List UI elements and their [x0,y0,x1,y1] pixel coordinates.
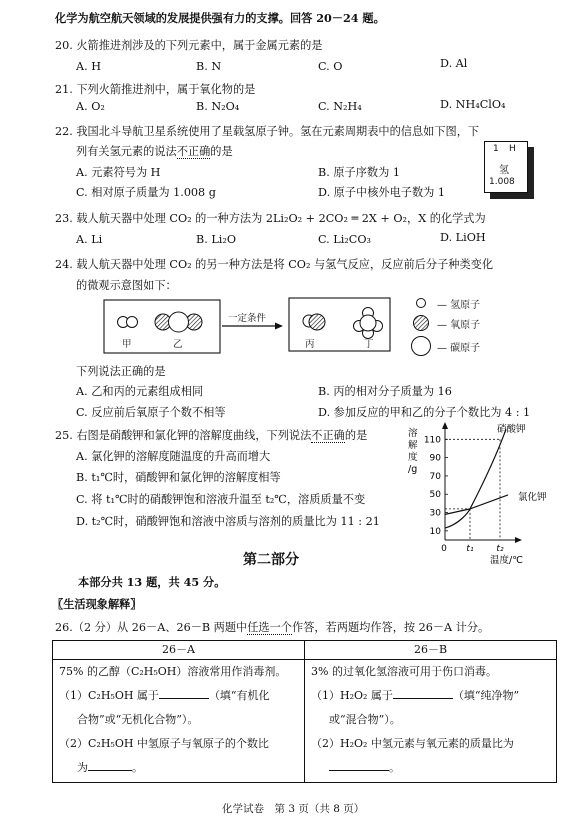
q26a-q2-cont [59,756,298,780]
y-axis-arrow [442,422,448,429]
molecule-bing [303,314,325,330]
y-tick-label: 70 [429,471,441,482]
series-kcl-line [445,495,508,514]
q26b-q2: （2）H₂O₂ 中氢元素与氧元素的质量比为 [311,737,514,750]
legend-hydrogen: — 氢原子 [437,300,481,311]
arrow-head [275,323,283,330]
q26a-q2-end: 。 [132,761,143,774]
q23-option-b: B. Li₂O [196,233,236,246]
y-tick-label: 90 [429,453,441,464]
solubility-chart [405,420,560,565]
q23-option-c: C. Li₂CO₃ [318,233,371,246]
y-tick-label: 110 [423,435,441,446]
q23-option-d: D. LiOH [440,231,486,244]
q26a-q1 [59,684,298,708]
legend-carbon: — 碳原子 [437,343,481,354]
q25-option-b: B. t₁℃时，硝酸钾和氯化钾的溶解度相等 [76,471,281,484]
q24-prompt: 下列说法正确的是 [76,365,166,378]
q26b-q2-end: 。 [389,761,400,774]
q25-emphasis: 不正确 [311,429,345,442]
x-tick-label: t₂ [496,544,504,554]
q22-option-a: A. 元素符号为 H [76,166,161,179]
answer-blank-26a-1[interactable] [159,687,209,699]
q26b-q1-hint: （填“纯净物” [452,689,520,702]
q22-stem-text: 列有关氢元素的说法 [76,145,177,158]
q25-option-c: C. 将 t₁℃时的硝酸钾饱和溶液升温至 t₂℃，溶质质量不变 [76,493,366,506]
y-axis-label-char: 解 [408,440,418,451]
element-name: 氢 [499,165,509,176]
q26-head-a: 26－A [53,641,305,660]
q25-option-a: A. 氯化钾的溶解度随温度的升高而增大 [76,450,271,463]
q25-stem [55,427,367,443]
q20-option-b: B. N [196,60,222,73]
molecule-jia [118,317,138,328]
q20-option-c: C. O [318,60,343,73]
q21-option-c: C. N₂H₄ [318,100,362,113]
q24-stem-line2: 的微观示意图如下： [76,279,177,292]
q26a-q2-prefix: 为 [77,761,88,774]
condition-label: 一定条件 [228,313,267,324]
q25-option-d: D. t₂℃时，硝酸钾饱和溶液中溶质与溶剂的质量比为 11 : 21 [76,515,380,528]
legend-hydrogen-icon [417,299,426,308]
legend-oxygen: — 氧原子 [437,320,481,331]
y-tick-label: 50 [429,490,441,501]
y-axis-label-char: 度 [408,452,418,463]
q26a-q1-hint: （填“有机化 [208,689,270,702]
label-yi: 乙 [173,339,183,350]
part2-title: 第二部分 [243,552,299,568]
q26b-intro: 3% 的过氧化氢溶液可用于伤口消毒。 [311,665,497,678]
q20-stem: 20. 火箭推进剂涉及的下列元素中，属于金属元素的是 [55,39,323,52]
answer-blank-26b-2[interactable] [329,759,389,771]
page-footer: 化学试卷 第 3 页（共 8 页） [222,803,365,815]
section-title: 〖生活现象解释〗 [52,597,142,611]
y-tick-label: 10 [429,526,441,537]
q25-stem-text: 25. 右图是硝酸钾和氯化钾的溶解度曲线，下列说法 [55,429,312,442]
element-number: 1 [493,144,499,154]
element-mass: 1.008 [489,177,515,187]
part2-subtitle: 本部分共 13 题，共 45 分。 [78,575,226,589]
x-axis-label: 温度/℃ [490,555,523,565]
q21-stem: 21. 下列火箭推进剂中，属于氧化物的是 [55,83,256,96]
x-tick-label: 0 [441,544,447,554]
y-tick-label: 30 [429,508,441,519]
q26-cell-a [53,660,305,783]
q21-option-a: A. O₂ [76,100,105,113]
q26-stem [55,619,489,635]
q23-option-a: A. Li [76,233,103,246]
q26b-q1-text: （1）H₂O₂ 属于 [311,689,393,702]
legend-carbon-icon [412,337,431,356]
q26a-q1-text: （1）C₂H₅OH 属于 [59,689,159,702]
q24-option-d: D. 参加反应的甲和乙的分子个数比为 4 : 1 [318,406,531,419]
q22-option-b: B. 原子序数为 1 [318,166,400,179]
element-symbol: H [509,144,516,154]
answer-blank-26b-1[interactable] [393,687,453,699]
molecule-ding [354,308,383,339]
y-axis-label-char: 溶 [408,428,418,439]
q26a-q1-cont: 合物”或“无机化合物”）。 [77,713,199,726]
q21-option-b: B. N₂O₄ [196,100,240,113]
q26a-q2: （2）C₂H₅OH 中氢原子与氧原子的个数比 [59,737,269,750]
q26a-intro: 75% 的乙醇（C₂H₅OH）溶液常用作消毒剂。 [59,665,287,678]
molecule-yi [155,312,202,332]
q22-option-d: D. 原子中核外电子数为 1 [318,186,446,199]
q24-option-b: B. 丙的相对分子质量为 16 [318,385,452,398]
q20-option-d: D. Al [440,57,468,70]
q22-option-c: C. 相对原子质量为 1.008 g [76,186,216,199]
series-kno3-label: 硝酸钾 [497,424,526,435]
x-tick-label: t₁ [466,544,474,554]
q26-cell-b [305,660,557,783]
legend-oxygen-icon [414,316,429,331]
q24-option-c: C. 反应前后氧原子个数不相等 [76,406,226,419]
label-bing: 丙 [305,339,315,350]
y-axis-label-char: /g [408,464,418,475]
q25-stem-tail: 的是 [344,429,368,442]
q26b-q2-cont [311,756,550,780]
series-kno3-line [445,429,506,528]
series-kcl-label: 氯化钾 [518,491,547,503]
label-ding: 丁 [364,339,374,350]
q26-stem-text: 26.（2 分）从 26－A、26－B 两题中 [55,621,248,634]
q22-stem-line1: 22. 我国北斗导航卫星系统使用了星载氢原子钟。氢在元素周期表中的信息如下图，下 [55,125,480,138]
q26-head-b: 26－B [305,641,557,660]
intro-text: 化学为航空航天领域的发展提供强有力的支撑。回答 20－24 题。 [55,11,385,25]
q26b-q1 [311,684,550,708]
q21-option-d: D. NH₄ClO₄ [440,98,506,111]
q26-table [52,640,557,783]
q23-stem: 23. 载人航天器中处理 CO₂ 的一种方法为 2Li₂O₂ + 2CO₂ ═ 2X + O₂，X 的化学式为 [55,212,486,225]
x-axis-arrow [515,537,522,543]
q24-stem-line1: 24. 载人航天器中处理 CO₂ 的另一种方法是将 CO₂ 与氢气反应，反应前后分子种类变化 [55,258,494,271]
q20-option-a: A. H [76,60,101,73]
label-jia: 甲 [122,339,132,350]
q24-option-a: A. 乙和丙的元素组成相同 [76,385,204,398]
q22-stem-tail: 的是 [210,145,233,158]
answer-blank-26a-2[interactable] [88,759,132,771]
q26-emphasis: 任选一个 [247,621,292,634]
q26b-q1-cont: 或“混合物”）。 [329,713,401,726]
q22-emphasis: 不正确 [176,145,211,158]
q26-stem-tail: 作答，若两题均作答，按 26－A 计分。 [292,621,490,634]
